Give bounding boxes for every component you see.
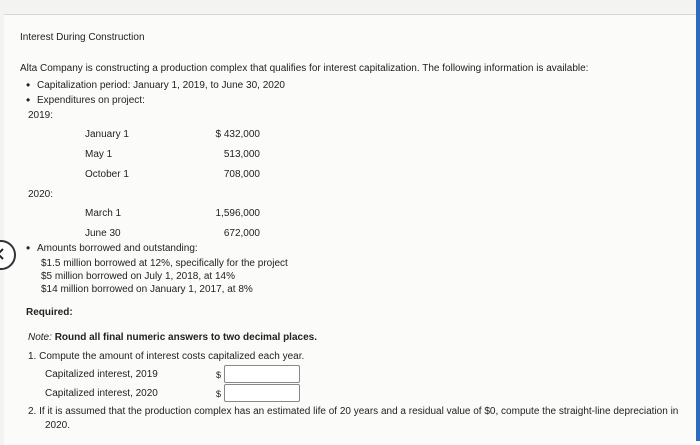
capitalized-interest-2020-input[interactable] xyxy=(224,384,300,402)
expenditure-date: January 1 xyxy=(85,129,129,140)
borrowing-line: $14 million borrowed on January 1, 2017, at 8% xyxy=(41,284,253,295)
question-panel xyxy=(4,14,700,445)
year-2019-label: 2019: xyxy=(28,110,54,121)
expenditure-date: June 30 xyxy=(85,228,121,239)
question-2-continued: 2020. xyxy=(45,420,71,431)
chevron-left-icon xyxy=(0,248,7,260)
expenditure-amount: $ 432,000 xyxy=(215,129,260,140)
bullet-capitalization-period: • Capitalization period: January 1, 2019, to June 30, 2020 xyxy=(37,80,285,91)
intro-text: Alta Company is constructing a production complex that qualifies for interest capitalization. The following information is available: xyxy=(20,63,589,74)
capitalized-interest-2019-input[interactable] xyxy=(224,365,300,383)
capitalized-interest-2020-label: Capitalized interest, 2020 xyxy=(45,388,158,399)
currency-symbol: $ xyxy=(216,370,222,380)
page-title: Interest During Construction xyxy=(20,32,145,43)
expenditure-date: October 1 xyxy=(85,169,129,180)
note-prefix: Note: xyxy=(28,332,52,343)
borrowing-line: $1.5 million borrowed at 12%, specifically for the project xyxy=(41,258,288,269)
expenditure-amount: 513,000 xyxy=(223,149,260,160)
bullet-expenditures: • Expenditures on project: xyxy=(37,95,145,106)
rounding-note xyxy=(28,332,317,343)
capitalized-interest-2019-label: Capitalized interest, 2019 xyxy=(45,369,158,380)
window-edge xyxy=(696,0,700,441)
currency-symbol: $ xyxy=(216,389,222,399)
expenditure-amount: 708,000 xyxy=(223,169,260,180)
year-2020-label: 2020: xyxy=(28,189,54,200)
expenditure-date: May 1 xyxy=(85,149,113,160)
expenditure-amount: 672,000 xyxy=(223,228,260,239)
expenditure-date: March 1 xyxy=(85,208,122,219)
bullet-amounts-borrowed: • Amounts borrowed and outstanding: xyxy=(37,243,198,254)
question-2: 2. If it is assumed that the production complex has an estimated life of 20 years and a residual value of $0, compute the straight-line depreciation in xyxy=(28,406,679,417)
required-heading: Required: xyxy=(26,307,73,318)
question-1: 1. Compute the amount of interest costs capitalized each year. xyxy=(28,351,305,362)
borrowing-line: $5 million borrowed on July 1, 2018, at 14% xyxy=(41,271,236,282)
note-text: Round all final numeric answers to two decimal places. xyxy=(54,332,317,343)
expenditure-amount: 1,596,000 xyxy=(215,208,260,219)
